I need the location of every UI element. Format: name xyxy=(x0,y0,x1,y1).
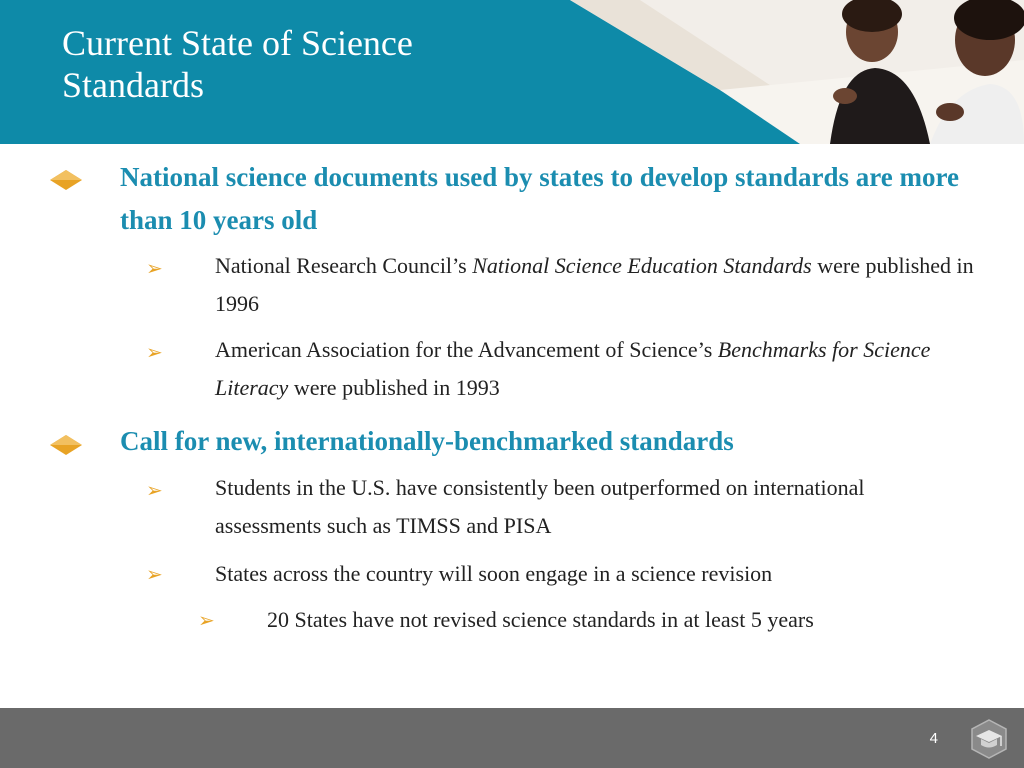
graduation-cap-logo xyxy=(968,718,1010,760)
sub-text-italic: National Science Education Standards xyxy=(472,253,812,278)
footer-bar xyxy=(0,708,1024,768)
sub-text-regular: National Research Council’s xyxy=(215,253,473,278)
bullet-2-sub-2: States across the country will soon engage in a science revision xyxy=(215,561,773,586)
sub-text-italic: Benchmarks for Science Literacy xyxy=(215,337,931,400)
diamond-icon xyxy=(50,170,82,190)
bullet-1-text: National science documents used by states to develop standards are more than 10 years old xyxy=(120,162,959,235)
arrow-bullet-icon: ➢ xyxy=(146,340,163,364)
sub-text-regular: were published in 1996 xyxy=(215,253,974,316)
arrow-bullet-icon: ➢ xyxy=(146,478,163,502)
bullet-1-sub-2 xyxy=(215,331,975,407)
arrow-bullet-icon: ➢ xyxy=(146,256,163,280)
bullet-2-subsub-1: 20 States have not revised science standards in at least 5 years xyxy=(267,607,814,632)
page-number: 4 xyxy=(929,730,938,747)
arrow-bullet-icon: ➢ xyxy=(146,562,163,586)
bullet-2-sub-1: Students in the U.S. have consistently been outperformed on international assessments such as TIMSS and PISA xyxy=(215,475,865,538)
bullet-1-sub-1 xyxy=(215,247,975,323)
arrow-bullet-icon: ➢ xyxy=(198,608,215,632)
sub-text-regular: American Association for the Advancement of Science’s xyxy=(215,337,718,362)
sub-text-regular: were published in 1993 xyxy=(288,375,500,400)
diamond-icon xyxy=(50,435,82,455)
bullet-2-text: Call for new, internationally-benchmarked standards xyxy=(120,426,734,456)
slide-title: Current State of Science Standards xyxy=(62,23,413,105)
